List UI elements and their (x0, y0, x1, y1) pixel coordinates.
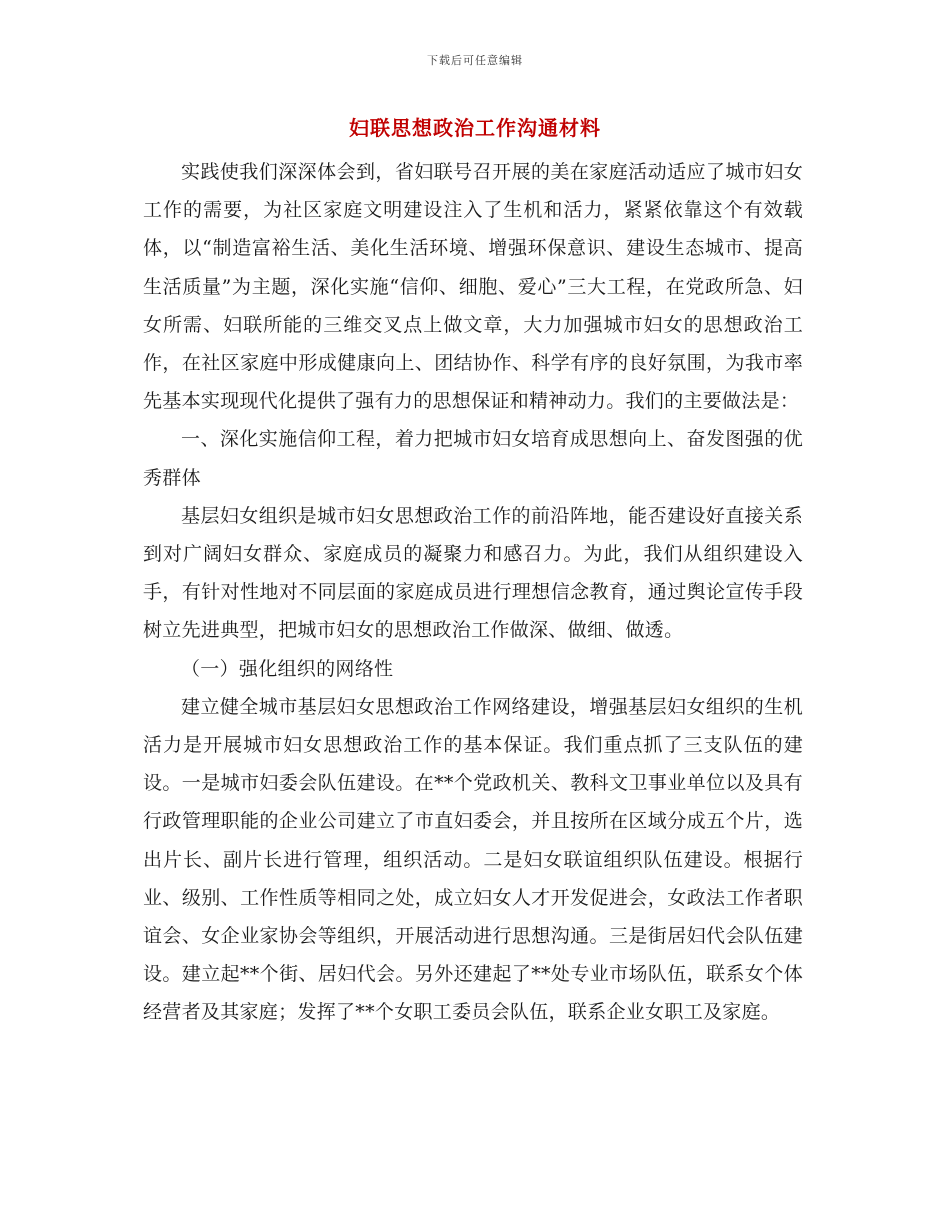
paragraph-subsection-body: 建立健全城市基层妇女思想政治工作网络建设，增强基层妇女组织的生机活力是开展城市妇女思想政治工作的基本保证。我们重点抓了三支队伍的建设。一是城市妇委会队伍建设。在**个党政机关、教科文卫事业单位以及具有行政管理职能的企业公司建立了市直妇委会，并且按所在区域分成五个片，选出片长、副片长进行管理，组织活动。二是妇女联谊组织队伍建设。根据行业、级别、工作性质等相同之处，成立妇女人才开发促进会，女政法工作者职谊会、女企业家协会等组织，开展活动进行思想沟通。三是街居妇代会队伍建设。建立起**个街、居妇代会。另外还建起了**处专业市场队伍，联系女个体经营者及其家庭；发挥了**个女职工委员会队伍，联系企业女职工及家庭。 (143, 695, 803, 1024)
header-note: 下载后可任意编辑 (427, 54, 523, 67)
paragraph-section-heading: 一、深化实施信仰工程，着力把城市妇女培育成思想向上、奋发图强的优秀群体 (143, 428, 803, 489)
document-body (143, 153, 803, 1032)
paragraph-section-body: 基层妇女组织是城市妇女思想政治工作的前沿阵地，能否建设好直接关系到对广阔妇女群众、家庭成员的凝聚力和感召力。为此，我们从组织建设入手，有针对性地对不同层面的家庭成员进行理想信念教育，通过舆论宣传手段树立先进典型，把城市妇女的思想政治工作做深、做细、做透。 (143, 504, 803, 642)
paragraph-subheading: （一）强化组织的网络性 (181, 657, 394, 680)
document-title: 妇联思想政治工作沟通材料 (349, 116, 601, 140)
paragraph-intro: 实践使我们深深体会到，省妇联号召开展的美在家庭活动适应了城市妇女工作的需要，为社区家庭文明建设注入了生机和活力，紧紧依靠这个有效载体，以“制造富裕生活、美化生活环境、增强环保意识、建设生态城市、提高生活质量”为主题，深化实施“信仰、细胞、爱心”三大工程，在党政所急、妇女所需、妇联所能的三维交叉点上做文章，大力加强城市妇女的思想政治工作，在社区家庭中形成健康向上、团结协作、科学有序的良好氛围，为我市率先基本实现现代化提供了强有力的思想保证和精神动力。我们的主要做法是： (143, 161, 803, 413)
